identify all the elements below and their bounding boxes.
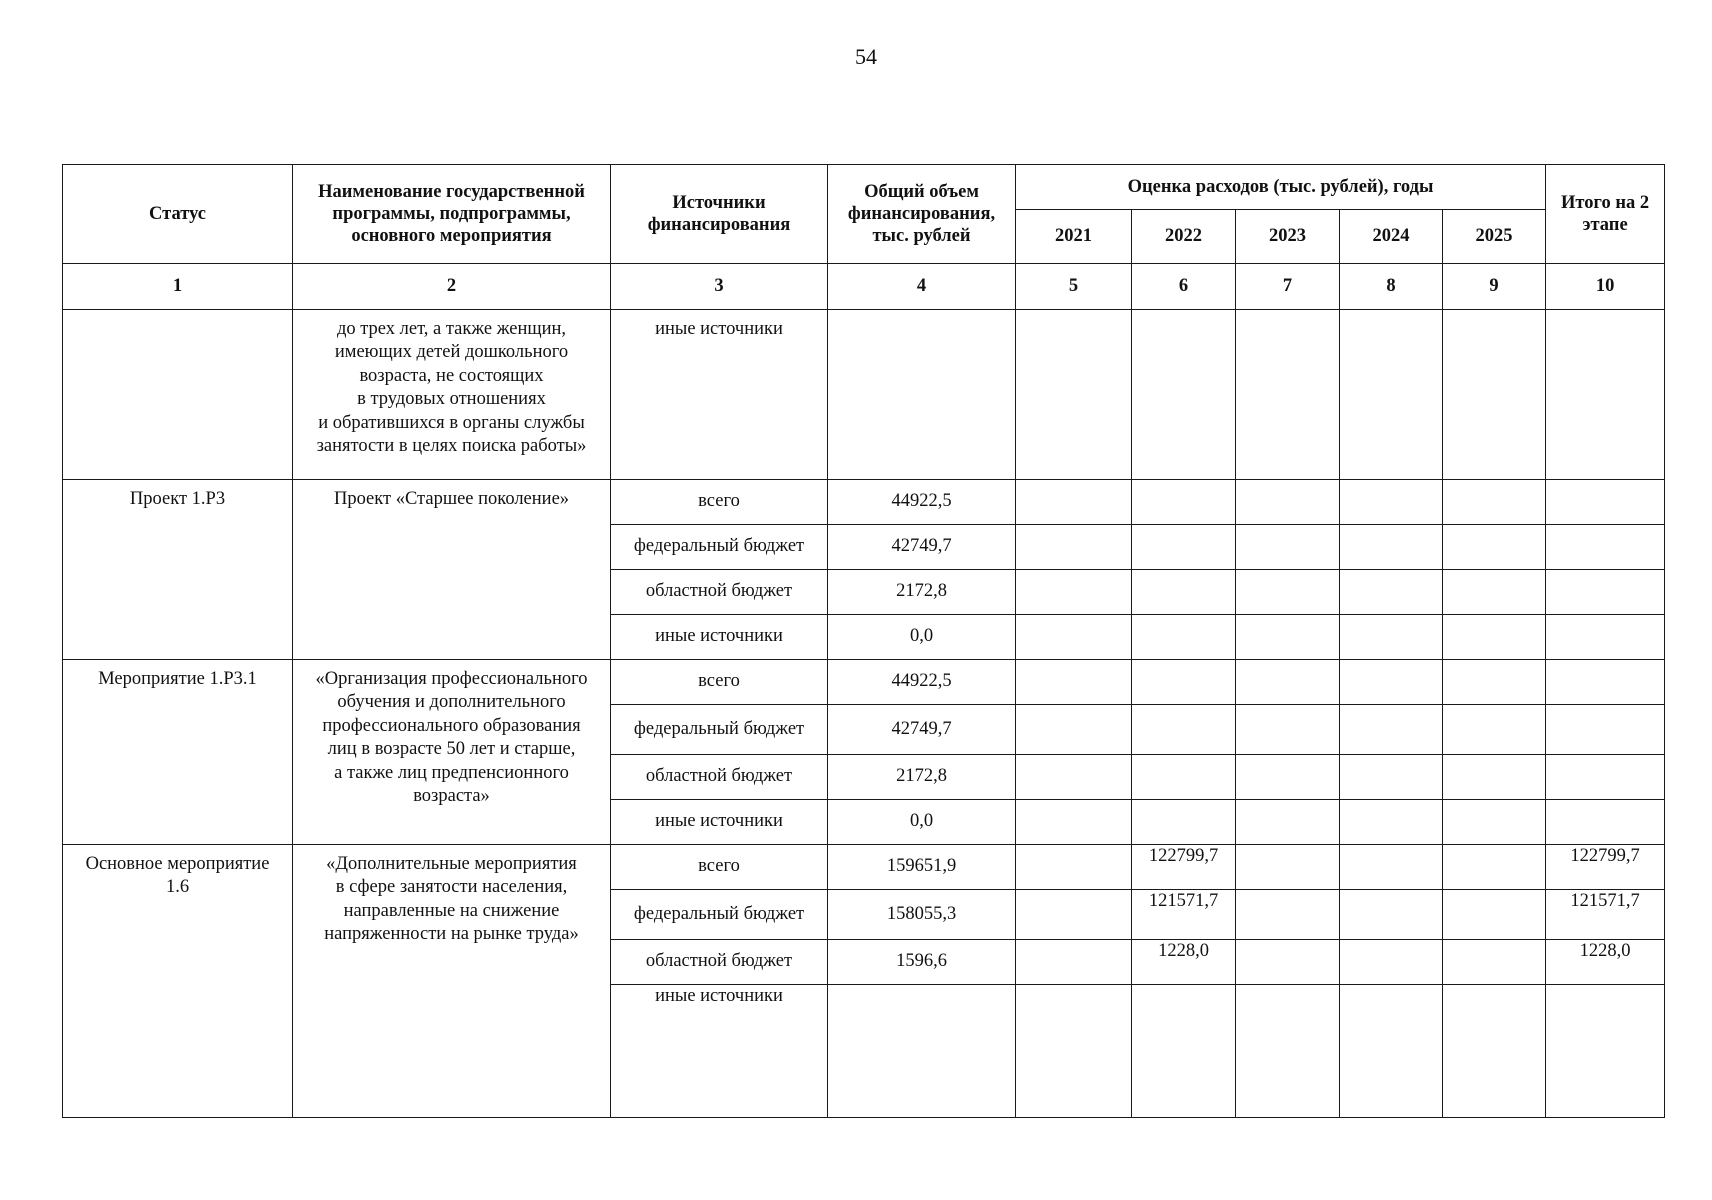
year-cell: [1016, 940, 1132, 985]
stage-total-cell: [1546, 480, 1665, 525]
year-cell: [1016, 615, 1132, 660]
column-number: 4: [828, 264, 1016, 310]
source-cell: областной бюджет: [611, 940, 828, 985]
year-cell: [1236, 310, 1340, 480]
table-row: [63, 310, 1665, 480]
stage-total-cell: 122799,7: [1546, 845, 1665, 890]
source-cell: всего: [611, 845, 828, 890]
year-2022-cell: [1132, 705, 1236, 755]
table-row: [63, 845, 1665, 890]
table-row: [63, 660, 1665, 705]
year-cell: [1236, 705, 1340, 755]
stage-total-cell: 1228,0: [1546, 940, 1665, 985]
status-cell: Основное мероприятие 1.6: [63, 845, 293, 1118]
year-cell: [1443, 985, 1546, 1118]
header-stage-total: Итого на 2 этапе: [1546, 165, 1665, 264]
year-cell: [1016, 525, 1132, 570]
stage-total-cell: [1546, 705, 1665, 755]
year-cell: [1016, 985, 1132, 1118]
header-year: 2025: [1443, 210, 1546, 264]
year-cell: [1443, 845, 1546, 890]
year-cell: [1132, 310, 1236, 480]
source-cell: федеральный бюджет: [611, 890, 828, 940]
stage-total-cell: [1546, 755, 1665, 800]
year-cell: [1340, 705, 1443, 755]
year-cell: [1340, 845, 1443, 890]
year-cell: [1443, 940, 1546, 985]
year-cell: [1236, 480, 1340, 525]
total-cell: 159651,9: [828, 845, 1016, 890]
year-cell: [1236, 660, 1340, 705]
year-2022-cell: 122799,7: [1132, 845, 1236, 890]
year-cell: [1340, 800, 1443, 845]
name-cell: «Организация профессионального обучения и дополнительного профессионального образования лиц в возрасте 50 лет и старше, а также лиц предпенсионного возраста»: [293, 660, 611, 845]
year-cell: [1340, 570, 1443, 615]
source-cell: областной бюджет: [611, 755, 828, 800]
total-cell: 0,0: [828, 615, 1016, 660]
total-cell: 0,0: [828, 800, 1016, 845]
year-cell: [1443, 800, 1546, 845]
year-cell: [1016, 800, 1132, 845]
year-2022-cell: [1132, 660, 1236, 705]
status-cell: Мероприятие 1.Р3.1: [63, 660, 293, 845]
year-cell: [1236, 940, 1340, 985]
year-cell: [1340, 480, 1443, 525]
financing-table: [62, 164, 1665, 1118]
total-cell: [828, 310, 1016, 480]
table-row: [63, 480, 1665, 525]
status-cell: [63, 310, 293, 480]
header-year: 2022: [1132, 210, 1236, 264]
total-cell: [828, 985, 1016, 1118]
stage-total-cell: [1546, 660, 1665, 705]
year-2022-cell: [1132, 480, 1236, 525]
source-cell: областной бюджет: [611, 570, 828, 615]
year-cell: [1443, 705, 1546, 755]
total-cell: 44922,5: [828, 660, 1016, 705]
column-number: 9: [1443, 264, 1546, 310]
stage-total-cell: [1546, 310, 1665, 480]
year-cell: [1340, 615, 1443, 660]
year-cell: [1236, 570, 1340, 615]
header-year: 2021: [1016, 210, 1132, 264]
year-cell: [1016, 480, 1132, 525]
year-cell: [1340, 755, 1443, 800]
total-cell: 158055,3: [828, 890, 1016, 940]
year-2022-cell: [1132, 985, 1236, 1118]
year-cell: [1443, 755, 1546, 800]
header-year: 2023: [1236, 210, 1340, 264]
column-numbers-row: [63, 264, 1665, 310]
total-cell: 44922,5: [828, 480, 1016, 525]
year-cell: [1236, 525, 1340, 570]
name-cell: до трех лет, а также женщин, имеющих детей дошкольного возраста, не состоящих в трудовых отношениях и обратившихся в органы службы занятости в целях поиска работы»: [293, 310, 611, 480]
year-cell: [1443, 310, 1546, 480]
stage-total-cell: [1546, 615, 1665, 660]
stage-total-cell: [1546, 985, 1665, 1118]
status-cell: Проект 1.Р3: [63, 480, 293, 660]
column-number: 3: [611, 264, 828, 310]
year-2022-cell: 1228,0: [1132, 940, 1236, 985]
year-2022-cell: [1132, 525, 1236, 570]
header-year: 2024: [1340, 210, 1443, 264]
header-row: [63, 165, 1665, 210]
year-cell: [1340, 660, 1443, 705]
source-cell: всего: [611, 660, 828, 705]
year-cell: [1016, 845, 1132, 890]
column-number: 10: [1546, 264, 1665, 310]
year-2022-cell: [1132, 615, 1236, 660]
year-cell: [1016, 660, 1132, 705]
year-cell: [1443, 480, 1546, 525]
column-number: 1: [63, 264, 293, 310]
total-cell: 42749,7: [828, 525, 1016, 570]
page-number: 54: [855, 44, 877, 69]
column-number: 7: [1236, 264, 1340, 310]
year-cell: [1016, 705, 1132, 755]
year-cell: [1016, 890, 1132, 940]
year-2022-cell: [1132, 800, 1236, 845]
year-cell: [1236, 615, 1340, 660]
header-estimate-group: Оценка расходов (тыс. рублей), годы: [1016, 165, 1546, 210]
year-cell: [1236, 845, 1340, 890]
header-name: Наименование государственной программы, подпрограммы, основного мероприятия: [293, 165, 611, 264]
name-cell: «Дополнительные мероприятия в сфере занятости населения, направленные на снижение напряженности на рынке труда»: [293, 845, 611, 1118]
column-number: 6: [1132, 264, 1236, 310]
header-total-volume: Общий объем финансирования, тыс. рублей: [828, 165, 1016, 264]
year-cell: [1016, 755, 1132, 800]
source-cell: федеральный бюджет: [611, 705, 828, 755]
year-cell: [1236, 890, 1340, 940]
year-cell: [1443, 615, 1546, 660]
source-cell: иные источники: [611, 310, 828, 480]
source-cell: иные источники: [611, 985, 828, 1118]
total-cell: 42749,7: [828, 705, 1016, 755]
total-cell: 1596,6: [828, 940, 1016, 985]
year-2022-cell: [1132, 755, 1236, 800]
column-number: 5: [1016, 264, 1132, 310]
source-cell: иные источники: [611, 800, 828, 845]
stage-total-cell: 121571,7: [1546, 890, 1665, 940]
year-cell: [1340, 525, 1443, 570]
year-cell: [1016, 570, 1132, 615]
column-number: 2: [293, 264, 611, 310]
year-cell: [1236, 800, 1340, 845]
year-cell: [1443, 570, 1546, 615]
year-cell: [1340, 890, 1443, 940]
stage-total-cell: [1546, 570, 1665, 615]
source-cell: федеральный бюджет: [611, 525, 828, 570]
year-cell: [1443, 890, 1546, 940]
year-cell: [1340, 940, 1443, 985]
stage-total-cell: [1546, 800, 1665, 845]
total-cell: 2172,8: [828, 570, 1016, 615]
year-cell: [1443, 525, 1546, 570]
year-cell: [1236, 755, 1340, 800]
year-2022-cell: 121571,7: [1132, 890, 1236, 940]
column-number: 8: [1340, 264, 1443, 310]
year-cell: [1236, 985, 1340, 1118]
header-sources: Источники финансирования: [611, 165, 828, 264]
stage-total-cell: [1546, 525, 1665, 570]
year-cell: [1016, 310, 1132, 480]
name-cell: Проект «Старшее поколение»: [293, 480, 611, 660]
total-cell: 2172,8: [828, 755, 1016, 800]
year-cell: [1340, 985, 1443, 1118]
year-2022-cell: [1132, 570, 1236, 615]
source-cell: иные источники: [611, 615, 828, 660]
year-cell: [1443, 660, 1546, 705]
header-status: Статус: [63, 165, 293, 264]
source-cell: всего: [611, 480, 828, 525]
year-cell: [1340, 310, 1443, 480]
